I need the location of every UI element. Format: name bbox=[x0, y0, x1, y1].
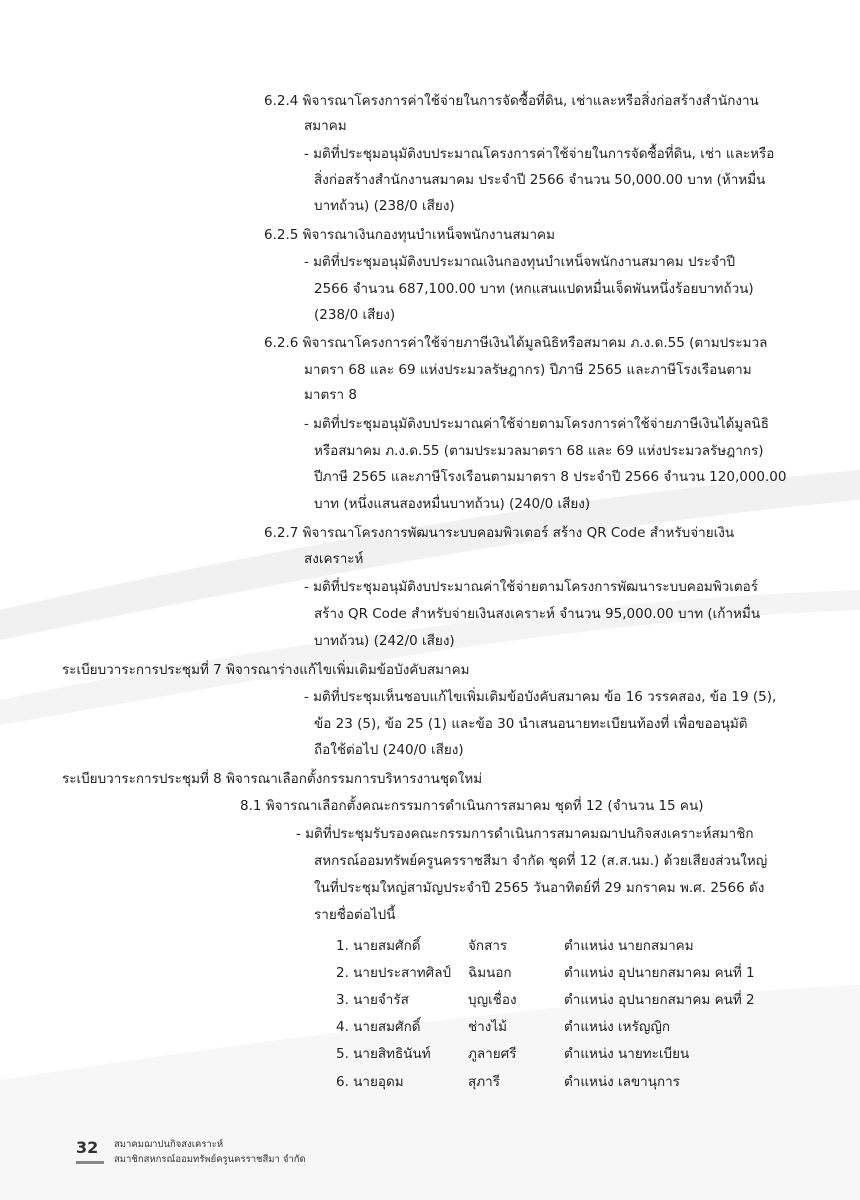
item-6-2-4-heading-cont: สมาคม bbox=[304, 118, 347, 134]
item-6-2-7-heading-cont: สงเคราะห์ bbox=[304, 551, 364, 567]
resolution-text: - มติที่ประชุมอนุมัติงบประมาณโครงการค่าใช้จ่ายในการจัดซื้อที่ดิน, เช่า และหรือ bbox=[304, 146, 775, 162]
item-6-2-5-heading: 6.2.5 พิจารณาเงินกองทุนบำเหน็จพนักงานสมาคม bbox=[264, 227, 555, 243]
resolution-text: ในที่ประชุมใหญ่สามัญประจำปี 2565 วันอาทิตย์ที่ 29 มกราคม พ.ศ. 2566 ดัง bbox=[314, 880, 765, 896]
resolution-text: - มติที่ประชุมอนุมัติงบประมาณเงินกองทุนบำเหน็จพนักงานสมาคม ประจำปี bbox=[304, 254, 736, 270]
member-name: 3. นายจำรัส bbox=[336, 992, 409, 1008]
page-number: 32 bbox=[76, 1138, 99, 1157]
resolution-text: บาท (หนึ่งแสนสองหมื่นบาทถ้วน) (240/0 เสียง) bbox=[314, 496, 591, 512]
member-name: 2. นายประสาทศิลป์ bbox=[336, 965, 452, 981]
footer-org-subname: สมาชิกสหกรณ์ออมทรัพย์ครูนครราชสีมา จำกัด bbox=[114, 1154, 306, 1165]
resolution-text: ปีภาษี 2565 และภาษีโรงเรือนตามมาตรา 8 ประจำปี 2566 จำนวน 120,000.00 bbox=[314, 469, 787, 485]
resolution-text: สหกรณ์ออมทรัพย์ครูนครราชสีมา จำกัด ชุดที่ 12 (ส.ส.นม.) ด้วยเสียงส่วนใหญ่ bbox=[314, 853, 768, 869]
member-surname: จักสาร bbox=[468, 938, 508, 954]
member-surname: ช่างไม้ bbox=[468, 1019, 508, 1035]
resolution-text: - มติที่ประชุมอนุมัติงบประมาณค่าใช้จ่ายตามโครงการพัฒนาระบบคอมพิวเตอร์ bbox=[304, 579, 759, 595]
item-8-1-heading: 8.1 พิจารณาเลือกตั้งคณะกรรมการดำเนินการสมาคม ชุดที่ 12 (จำนวน 15 คน) bbox=[240, 798, 704, 814]
member-position: ตำแหน่ง นายกสมาคม bbox=[564, 938, 694, 954]
member-position: ตำแหน่ง อุปนายกสมาคม คนที่ 1 bbox=[564, 965, 755, 981]
resolution-text: - มติที่ประชุมอนุมัติงบประมาณค่าใช้จ่ายตามโครงการค่าใช้จ่ายภาษีเงินได้มูลนิธิ bbox=[304, 416, 770, 432]
resolution-text: (238/0 เสียง) bbox=[314, 307, 396, 323]
member-surname: บุญเชื่อง bbox=[468, 992, 517, 1008]
resolution-text: ข้อ 23 (5), ข้อ 25 (1) และข้อ 30 นำเสนอนายทะเบียนท้องที่ เพื่อขออนุมัติ bbox=[314, 716, 748, 732]
item-6-2-6-heading: 6.2.6 พิจารณาโครงการค่าใช้จ่ายภาษีเงินได้มูลนิธิหรือสมาคม ภ.ง.ด.55 (ตามประมวล bbox=[264, 335, 768, 351]
member-surname: สุภารี bbox=[468, 1074, 500, 1090]
member-name: 4. นายสมศักดิ์ bbox=[336, 1019, 421, 1035]
member-surname: ฉิมนอก bbox=[468, 965, 512, 981]
resolution-text: รายชื่อต่อไปนี้ bbox=[314, 907, 396, 923]
item-6-2-7-heading: 6.2.7 พิจารณาโครงการพัฒนาระบบคอมพิวเตอร์ สร้าง QR Code สำหรับจ่ายเงิน bbox=[264, 525, 735, 541]
resolution-text: สิ่งก่อสร้างสำนักงานสมาคม ประจำปี 2566 จำนวน 50,000.00 บาท (ห้าหมื่น bbox=[314, 172, 766, 188]
member-name: 6. นายอุดม bbox=[336, 1074, 404, 1090]
member-surname: ภูลายศรี bbox=[468, 1046, 517, 1062]
footer-divider bbox=[76, 1161, 104, 1164]
agenda-7-heading: ระเบียบวาระการประชุมที่ 7 พิจารณาร่างแก้ไขเพิ่มเติมข้อบังคับสมาคม bbox=[62, 662, 470, 678]
member-position: ตำแหน่ง เลขานุการ bbox=[564, 1074, 680, 1090]
item-6-2-4-heading: 6.2.4 พิจารณาโครงการค่าใช้จ่ายในการจัดซื้อที่ดิน, เช่าและหรือสิ่งก่อสร้างสำนักงาน bbox=[264, 93, 759, 109]
resolution-text: หรือสมาคม ภ.ง.ด.55 (ตามประมวลมาตรา 68 และ 69 แห่งประมวลรัษฎากร) bbox=[314, 443, 764, 459]
resolution-text: ถือใช้ต่อไป (240/0 เสียง) bbox=[314, 742, 464, 758]
resolution-text: สร้าง QR Code สำหรับจ่ายเงินสงเคราะห์ จำนวน 95,000.00 บาท (เก้าหมื่น bbox=[314, 606, 761, 622]
member-name: 5. นายสิทธินันท์ bbox=[336, 1046, 431, 1062]
resolution-text: - มติที่ประชุมรับรองคณะกรรมการดำเนินการสมาคมฌาปนกิจสงเคราะห์สมาชิก bbox=[296, 826, 754, 842]
resolution-text: 2566 จำนวน 687,100.00 บาท (หกแสนแปดหมื่นเจ็ดพันหนึ่งร้อยบาทถ้วน) bbox=[314, 281, 754, 297]
resolution-text: บาทถ้วน) (238/0 เสียง) bbox=[314, 198, 455, 214]
member-position: ตำแหน่ง อุปนายกสมาคม คนที่ 2 bbox=[564, 992, 755, 1008]
member-name: 1. นายสมศักดิ์ bbox=[336, 938, 421, 954]
item-6-2-6-heading-cont: มาตรา 68 และ 69 แห่งประมวลรัษฎากร) ปีภาษี 2565 และภาษีโรงเรือนตาม bbox=[304, 362, 752, 378]
item-6-2-6-heading-cont: มาตรา 8 bbox=[304, 387, 357, 403]
resolution-text: - มติที่ประชุมเห็นชอบแก้ไขเพิ่มเติมข้อบังคับสมาคม ข้อ 16 วรรคสอง, ข้อ 19 (5), bbox=[304, 689, 777, 705]
member-position: ตำแหน่ง นายทะเบียน bbox=[564, 1046, 690, 1062]
resolution-text: บาทถ้วน) (242/0 เสียง) bbox=[314, 633, 455, 649]
footer-org-name: สมาคมฌาปนกิจสงเคราะห์ bbox=[114, 1139, 224, 1150]
agenda-8-heading: ระเบียบวาระการประชุมที่ 8 พิจารณาเลือกตั้งกรรมการบริหารงานชุดใหม่ bbox=[62, 771, 483, 787]
member-position: ตำแหน่ง เหรัญญิก bbox=[564, 1019, 671, 1035]
